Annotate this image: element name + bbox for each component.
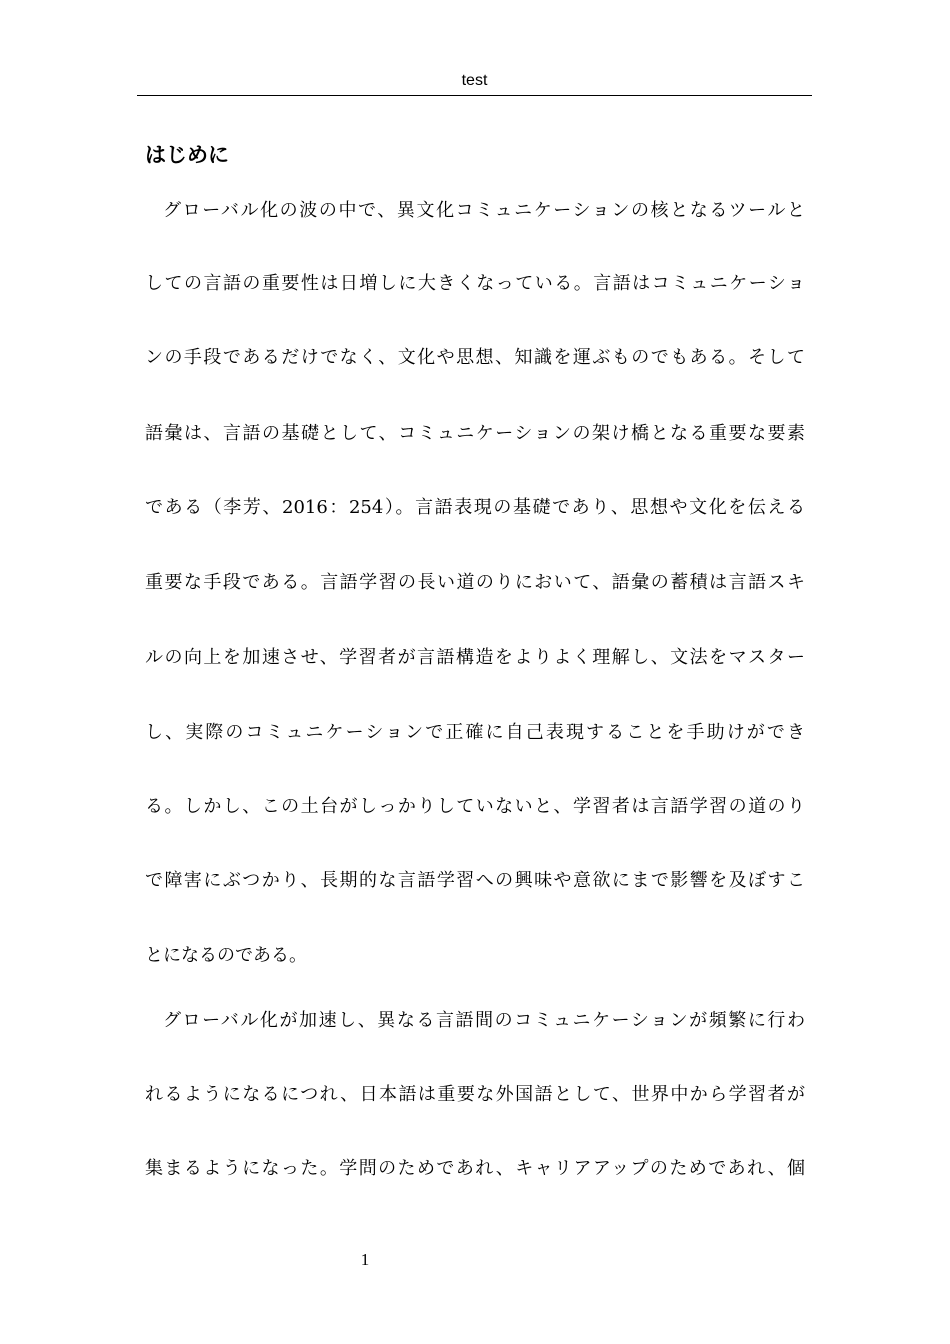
paragraph-line: ルの向上を加速させ、学習者が言語構造をよりよく理解し、文法をマスター [145, 647, 805, 668]
paragraph-line: とになるのである。 [145, 945, 307, 966]
paragraph-line: しての言語の重要性は日増しに大きくなっている。言語はコミュニケーショ [145, 273, 805, 294]
paragraph-line: で障害にぶつかり、長期的な言語学習への興味や意欲にまで影響を及ぼすこ [145, 870, 805, 891]
page-header [137, 68, 812, 96]
page-number: 1 [360, 1250, 370, 1269]
paragraph-line: れるようになるにつれ、日本語は重要な外国語として、世界中から学習者が [145, 1084, 805, 1105]
paragraph-line: ンの手段であるだけでなく、文化や思想、知識を運ぶものでもある。そして [145, 347, 805, 368]
paragraph-line: である（李芳、2016：254）。言語表現の基礎であり、思想や文化を伝える [145, 497, 805, 518]
paragraph-line: グローバル化の波の中で、異文化コミュニケーションの核となるツールと [163, 200, 805, 221]
header-text: test [461, 72, 488, 89]
paragraph-line: グローバル化が加速し、異なる言語間のコミュニケーションが頻繁に行わ [163, 1010, 805, 1031]
paragraph-line: 語彙は、言語の基礎として、コミュニケーションの架け橋となる重要な要素 [145, 423, 805, 444]
paragraph-line: 集まるようになった。学問のためであれ、キャリアアップのためであれ、個 [145, 1158, 805, 1179]
section-heading: はじめに [145, 142, 229, 167]
paragraph-line: る。しかし、この土台がしっかりしていないと、学習者は言語学習の道のり [145, 796, 805, 817]
paragraph-line: 重要な手段である。言語学習の長い道のりにおいて、語彙の蓄積は言語スキ [145, 572, 805, 593]
paragraph-line: し、実際のコミュニケーションで正確に自己表現することを手助けができ [145, 722, 805, 743]
